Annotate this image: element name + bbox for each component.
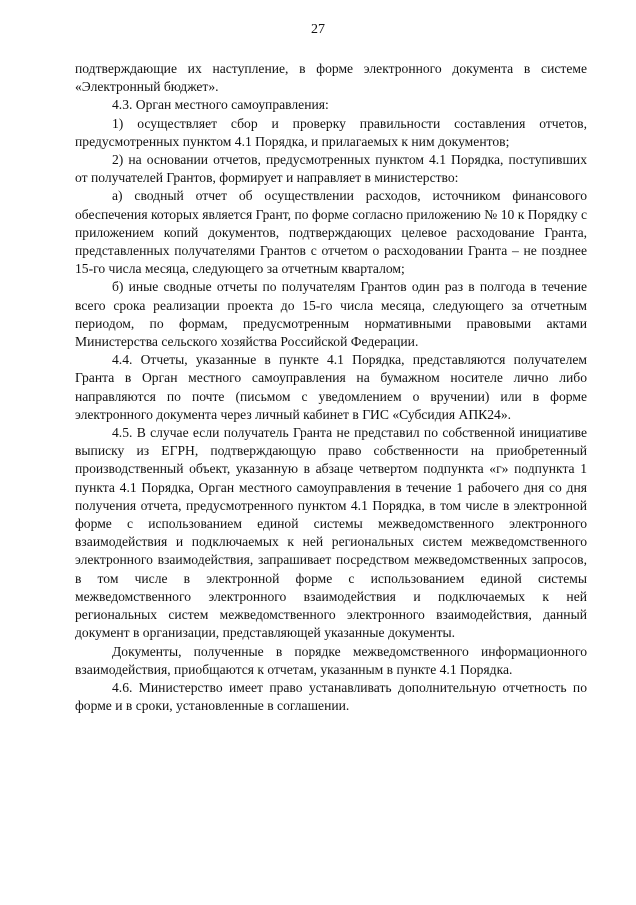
paragraph-4-3-heading: 4.3. Орган местного самоуправления: [112, 97, 329, 113]
paragraph-4-3-item-2a: а) сводный отчет об осуществлении расходов, источником финансового обеспечения которых является Грант, по форме согласно приложению № 10 к Порядку с приложением копий документов, подтверждающих целевое расходование Гранта, представленных получателями Грантов с отчетом о расходовании Гранта – не позднее 15-го числа месяца, следующего за отчетным кварталом; [75, 188, 587, 277]
document-body [75, 60, 587, 715]
paragraph-4-3-item-2: 2) на основании отчетов, предусмотренных пунктом 4.1 Порядка, поступивших от получателей Грантов, формирует и направляет в министерство: [75, 152, 587, 186]
paragraph-4-5-documents: Документы, полученные в порядке межведомственного информационного взаимодействия, приобщаются к отчетам, указанным в пункте 4.1 Порядка. [75, 643, 587, 677]
paragraph-4-3-item-2b: б) иные сводные отчеты по получателям Грантов один раз в полгода в течение всего срока реализации проекта до 15-го числа месяца, следующего за отчетным периодом, по формам, предусмотренным нормативными правовыми актами Министерства сельского хозяйства Российской Федерации. [75, 279, 587, 350]
paragraph-4-6: 4.6. Министерство имеет право устанавливать дополнительную отчетность по форме и в сроки, установленные в соглашении. [75, 679, 587, 714]
paragraph-4-3-item-1: 1) осуществляет сбор и проверку правильности составления отчетов, предусмотренных пунктом 4.1 Порядка, и прилагаемых к ним документов; [75, 115, 587, 149]
paragraph-continuation: подтверждающие их наступление, в форме электронного документа в системе «Электронный бюджет». [75, 61, 587, 95]
paragraph-4-4: 4.4. Отчеты, указанные в пункте 4.1 Порядка, представляются получателем Гранта в Орган местного самоуправления на бумажном носителе лично либо направляются по почте (письмом с уведомлением о вручении) или в форме электронного документа через личный кабинет в ГИС «Субсидия АПК24». [75, 352, 587, 422]
paragraph-4-5: 4.5. В случае если получатель Гранта не представил по собственной инициативе выписку из ЕГРН, подтверждающую право собственности на приобретенный производственный объект, указанную в абзаце четвертом подпункта «г» подпункта 1 пункта 4.1 Порядка, Орган местного самоуправления в течение 1 рабочего дня со дня получения отчета, предусмотренного пунктом 4.1 Порядка, в том числе в электронной форме с использованием единой системы межведомственного электронного взаимодействия и подключаемых к ней региональных систем межведомственного электронного взаимодействия, запрашивает посредством межведомственных запросов, в том числе в электронной форме с использованием единой системы межведомственного электронного взаимодействия и подключаемых к ней региональных систем межведомственного электронного взаимодействия, данный документ в организации, представляющей указанные документы. [75, 425, 587, 641]
page-number: 27 [311, 22, 325, 37]
